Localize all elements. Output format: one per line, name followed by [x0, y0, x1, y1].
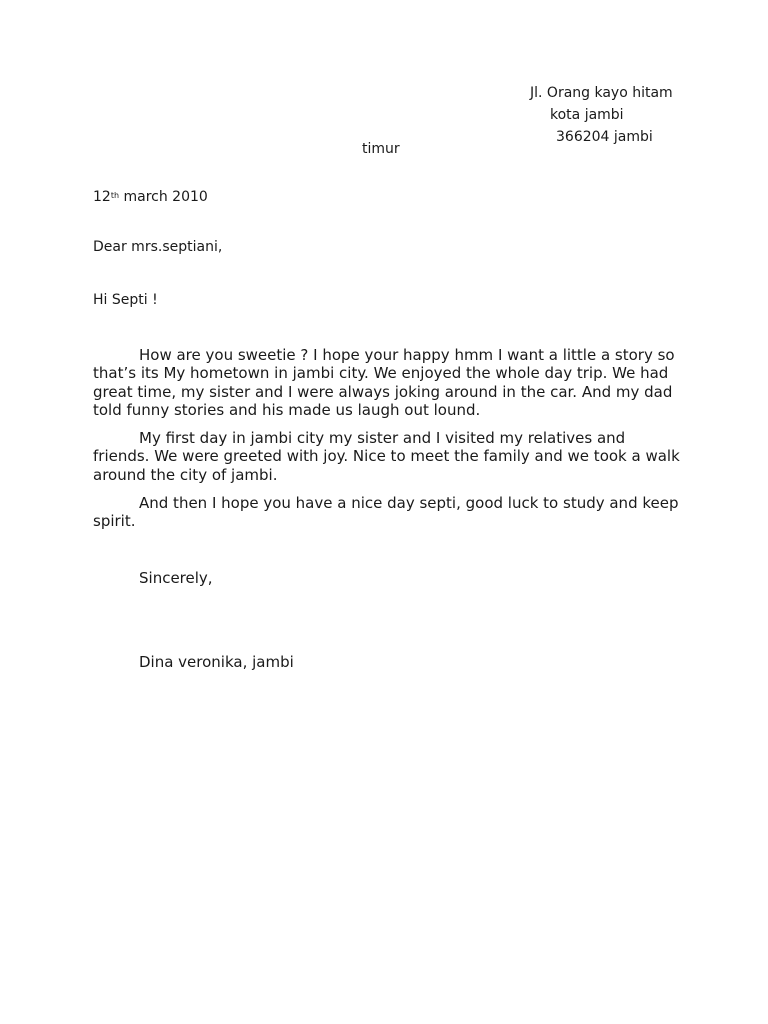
letter-date: [93, 188, 208, 206]
greeting: Hi Septi !: [93, 292, 158, 308]
body-paragraph-1: How are you sweetie ? I hope your happy hmm I want a little a story so that’s its My hometown in jambi city. We enjoyed the whole day trip. We had great time, my sister and I were always joking around in the car. And my dad told funny stories and his made us laugh out lound.: [93, 346, 675, 420]
body-paragraph-3: And then I hope you have a nice day septi, good luck to study and keep spirit.: [93, 494, 679, 531]
date-day: 12: [93, 189, 111, 205]
body-paragraph-2: My first day in jambi city my sister and I visited my relatives and friends. We were greeted with joy. Nice to meet the family and we took a walk around the city of jambi.: [93, 429, 680, 484]
signature: Dina veronika, jambi: [139, 653, 294, 671]
address-line-3: 366204 jambi: [556, 129, 653, 145]
salutation: Dear mrs.septiani,: [93, 239, 223, 255]
address-line-2: kota jambi: [550, 107, 624, 123]
date-month-year: march 2010: [119, 189, 208, 205]
address-line-4: timur: [362, 141, 400, 157]
date-ordinal-suffix: th: [110, 191, 120, 200]
address-line-1: Jl. Orang kayo hitam: [530, 85, 673, 101]
closing: Sincerely,: [139, 569, 213, 587]
